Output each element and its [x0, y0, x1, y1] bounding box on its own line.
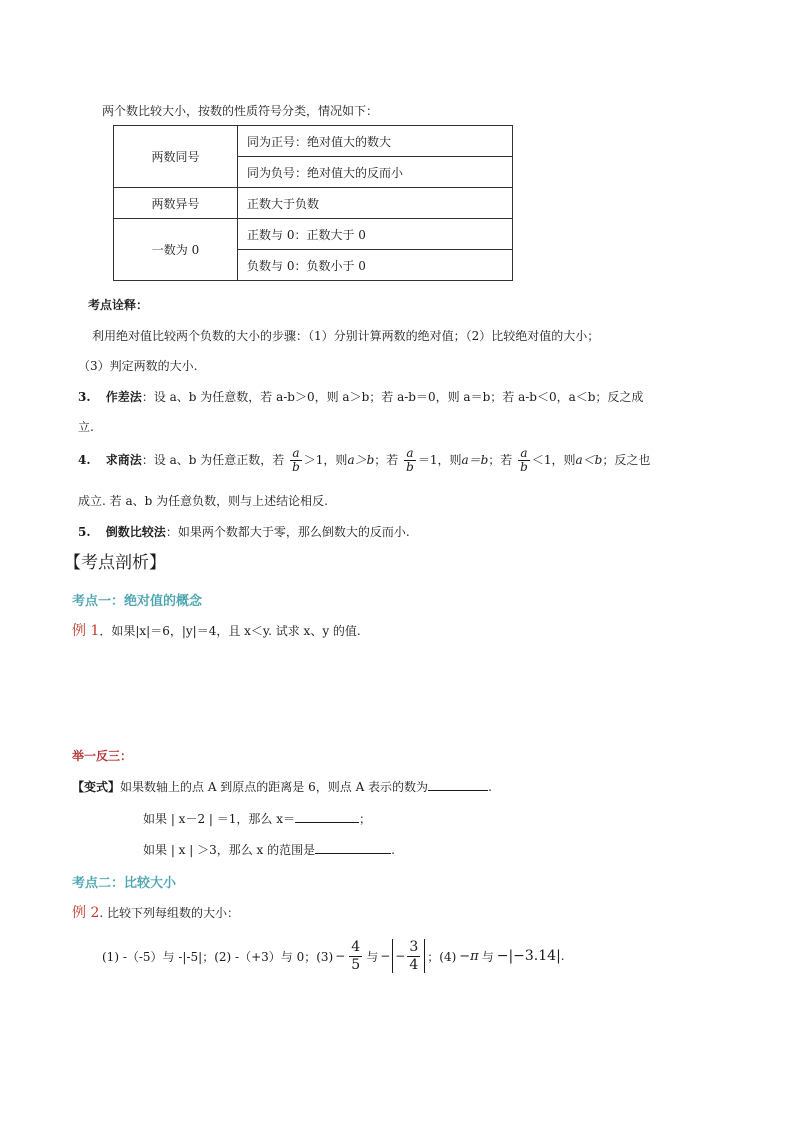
table-row: [114, 188, 513, 219]
fraction-a-over-b: $\frac{a}{b}$: [406, 446, 414, 474]
fraction-4-over-5: $\frac{4}{5}$: [351, 938, 361, 973]
example-text: . 比较下列每组数的大小：: [99, 906, 239, 920]
table-group-label: 一数为 0: [114, 219, 238, 281]
table-row: [114, 219, 513, 250]
example-label: 例 2: [72, 905, 100, 921]
note-line-1: 利用绝对值比较两个负数的大小的步骤：（1）分别计算两数的绝对值；（2）比较绝对值的大小；: [92, 329, 600, 343]
item-text: ：如果两个数都大于零，那么倒数大的反而小.: [165, 525, 410, 539]
variant-line-3: 如果 | x | ＞3，那么 x 的范围是 .: [143, 843, 395, 857]
abs-bar: [424, 939, 425, 973]
table-cell: 同为负号：绝对值大的反而小: [238, 157, 513, 188]
item-text: ：设 a、b 为任意数，若 a-b＞0，则 a＞b；若 a-b＝0，则 a＝b；若 a-b＜0，a＜b；反之成: [141, 390, 644, 404]
section-heading: 【考点剖析】: [64, 553, 166, 573]
answer-blank[interactable]: [315, 841, 391, 854]
table-cell: 负数与 0：负数小于 0: [238, 250, 513, 281]
answer-blank[interactable]: [295, 810, 359, 823]
item-number: 3.: [78, 390, 91, 404]
table-row: [114, 126, 513, 157]
table-cell: 正数与 0：正数大于 0: [238, 219, 513, 250]
point-1-heading: 考点一：绝对值的概念: [72, 594, 203, 609]
answer-blank[interactable]: [428, 778, 488, 791]
note-title: 考点诠释：: [88, 298, 149, 312]
item-number: 5.: [78, 525, 91, 539]
example-label: 例 1: [72, 623, 100, 639]
item-4-cont: 成立. 若 a、b 为任意负数，则与上述结论相反.: [78, 494, 328, 508]
item-number: 4.: [78, 453, 91, 467]
item-title: 求商法: [105, 453, 142, 467]
comparison-table: [113, 125, 513, 281]
fraction-3-over-4: $\frac{3}{4}$: [409, 938, 419, 973]
example-2-formula: (1) -（-5）与 -|-5|；(2) -（+3）与 0；(3) − $\frac{4}{5}$ 与 − − $\frac{3}{4}$ ；(4) −π 与 −|−3.14| .: [102, 938, 565, 973]
table-group-label: 两数同号: [114, 126, 238, 188]
item-title: 作差法: [105, 390, 142, 404]
item-4: 4. 求商法：设 a、b 为任意正数，若 $\frac{a}{b}$ ＞1，则a＞b；若 $\frac{a}{b}$ ＝1，则a＝b；若 $\frac{a}{b}$ ＜1，则a＜b；反之也: [78, 446, 651, 474]
table-group-label: 两数异号: [114, 188, 238, 219]
item-3-cont: 立.: [78, 420, 94, 434]
practice-heading: 举一反三：: [72, 749, 133, 763]
table-cell: 正数大于负数: [238, 188, 513, 219]
example-1: [72, 620, 361, 640]
variant-line-2: 如果 | x－2 | ＝1，那么 x＝ ；: [143, 812, 371, 826]
intro-text: 两个数比较大小，按数的性质符号分类，情况如下：: [102, 104, 379, 118]
item-3: [78, 388, 643, 405]
item-text: ：设 a、b 为任意正数，若: [141, 453, 285, 467]
table-cell: 同为正号：绝对值大的数大: [238, 126, 513, 157]
item-title: 倒数比较法: [105, 525, 166, 539]
example-text: ．如果|x|＝6，|y|＝4，且 x＜y. 试求 x、y 的值.: [99, 624, 361, 638]
variant-tag: 【变式】: [72, 780, 121, 794]
example-2: [72, 902, 239, 922]
fraction-a-over-b: $\frac{a}{b}$: [520, 446, 528, 474]
variant-line-1: 【变式】如果数轴上的点 A 到原点的距离是 6，则点 A 表示的数为 .: [72, 780, 492, 794]
fraction-a-over-b: $\frac{a}{b}$: [292, 446, 300, 474]
note-line-2: （3）判定两数的大小.: [78, 359, 198, 373]
abs-bar: [392, 939, 393, 973]
point-2-heading: 考点二：比较大小: [72, 876, 177, 891]
item-5: [78, 523, 410, 540]
